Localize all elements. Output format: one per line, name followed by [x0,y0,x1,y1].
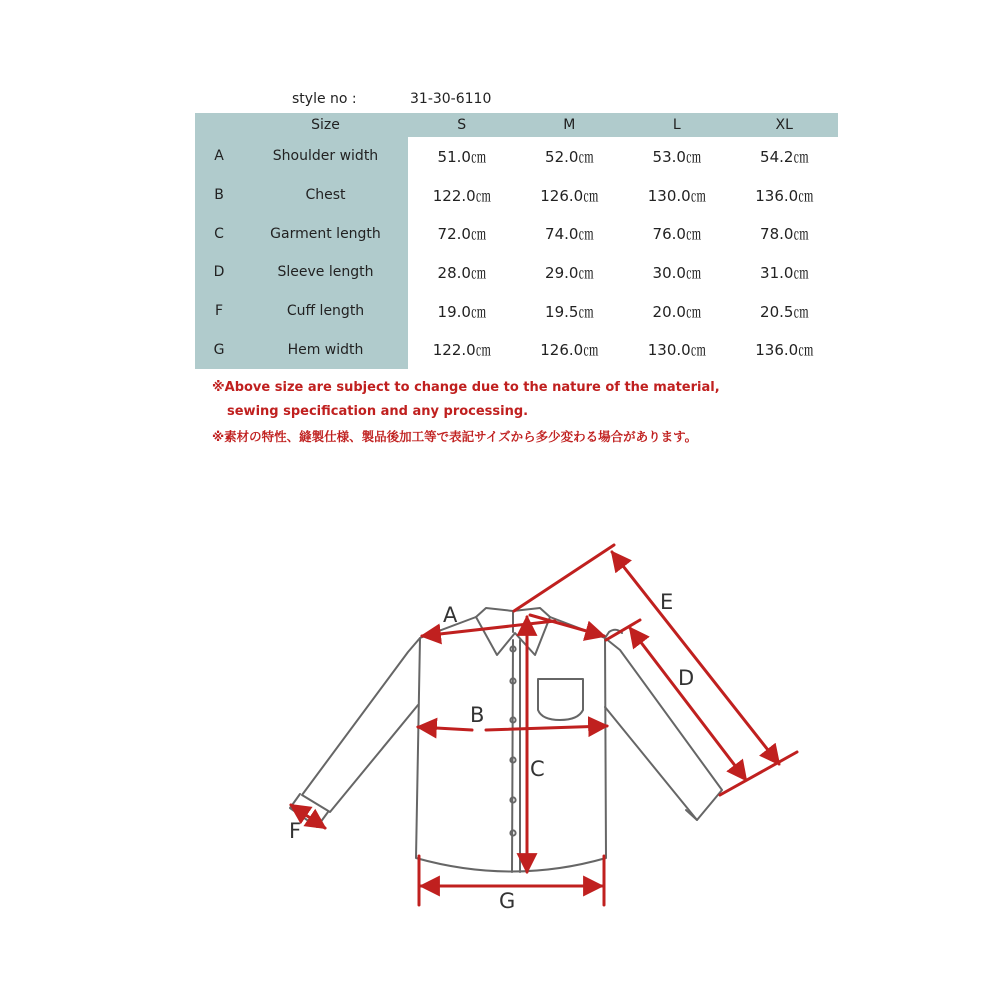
table-row [195,253,838,292]
label-f: F [289,819,302,843]
size-note-jp: ※素材の特性、縫製仕様、製品後加工等で表記サイズから多少変わる場合があります。 [212,429,698,444]
row-name: Garment length [243,214,408,253]
header-size-s: S [408,113,516,137]
table-row [195,176,838,215]
table-row [195,137,838,176]
label-g: G [499,889,516,913]
button-6 [510,830,515,835]
line-b-left [418,727,472,730]
header-size-xl: XL [731,113,839,137]
label-d: D [678,666,695,690]
row-value: 20.0㎝ [652,302,701,321]
line-e-ext-top [514,545,614,611]
row-name: Cuff length [243,292,408,331]
label-c: C [530,757,545,781]
row-code: C [195,214,243,253]
row-value: 29.0㎝ [545,263,594,282]
header-code-cell [195,113,243,137]
row-value: 72.0㎝ [437,225,486,244]
measurement-labels [289,590,694,913]
button-4 [510,757,515,762]
row-value: 54.2㎝ [760,147,809,166]
table-row [195,214,838,253]
measurement-lines [291,545,797,905]
row-value: 74.0㎝ [545,225,594,244]
row-value: 122.0㎝ [432,186,491,205]
header-size-m: M [516,113,624,137]
row-value: 126.0㎝ [540,341,599,360]
row-code: G [195,330,243,369]
row-value: 52.0㎝ [545,147,594,166]
label-a: A [443,603,458,627]
line-f [291,805,325,828]
row-value: 130.0㎝ [647,186,706,205]
row-value: 20.5㎝ [760,302,809,321]
line-d [630,628,746,780]
label-e: E [660,590,674,614]
row-value: 136.0㎝ [755,341,814,360]
shirt-outline [290,608,722,872]
row-value: 53.0㎝ [652,147,701,166]
row-code: A [195,137,243,176]
row-value: 126.0㎝ [540,186,599,205]
line-d-ext [606,620,640,640]
row-value: 19.5㎝ [545,302,594,321]
row-value: 51.0㎝ [437,147,486,166]
style-number-label: style no : [292,91,357,107]
row-name: Chest [243,176,408,215]
row-name: Hem width [243,330,408,369]
line-e-ext-bottom [720,752,797,795]
size-note-en-line2: sewing specification and any processing. [227,404,529,419]
button-2 [510,678,515,683]
line-a-right [530,615,604,636]
button-1 [510,646,515,651]
table-row [195,330,838,369]
row-code: D [195,253,243,292]
line-a-left [422,621,555,636]
row-value: 31.0㎝ [760,263,809,282]
button-3 [510,717,515,722]
header-size-l: L [623,113,731,137]
row-value: 122.0㎝ [432,341,491,360]
size-note-en-line1: ※Above size are subject to change due to the nature of the material, [212,380,720,395]
row-value: 28.0㎝ [437,263,486,282]
row-value: 19.0㎝ [437,302,486,321]
button-5 [510,797,515,802]
line-b-right [486,726,607,730]
table-header-row [195,113,838,137]
label-b: B [470,703,485,727]
row-value: 78.0㎝ [760,225,809,244]
row-value: 76.0㎝ [652,225,701,244]
row-name: Sleeve length [243,253,408,292]
row-value: 30.0㎝ [652,263,701,282]
table-row [195,292,838,331]
row-name: Shoulder width [243,137,408,176]
placket-buttons [510,646,515,835]
row-code: F [195,292,243,331]
style-number-value: 31-30-6110 [410,91,492,107]
size-table [195,113,838,369]
row-value: 136.0㎝ [755,186,814,205]
header-size-label: Size [243,113,408,137]
line-e [612,552,779,764]
row-value: 130.0㎝ [647,341,706,360]
row-code: B [195,176,243,215]
